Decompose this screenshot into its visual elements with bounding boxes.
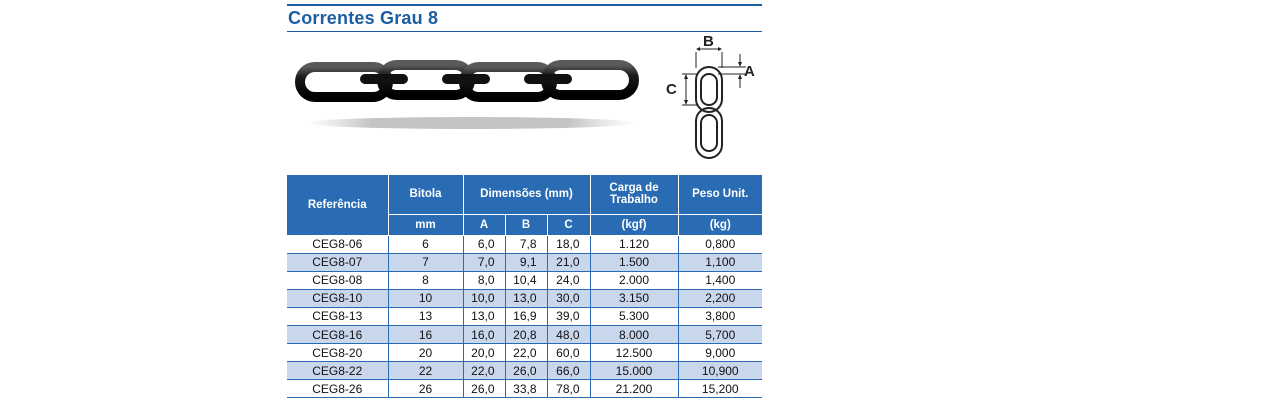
cell-ref: CEG8-20 [287,344,388,362]
cell-b: 33,8 [505,380,547,398]
cell-carga: 8.000 [590,325,678,343]
cell-ref: CEG8-07 [287,253,388,271]
table-row [287,289,762,307]
cell-a: 7,0 [463,253,505,271]
cell-bitola: 13 [388,307,463,325]
cell-ref: CEG8-22 [287,362,388,380]
cell-b: 26,0 [505,362,547,380]
cell-bitola: 20 [388,344,463,362]
cell-peso: 3,800 [678,307,762,325]
header-dim-a: A [463,214,505,235]
cell-ref: CEG8-26 [287,380,388,398]
cell-peso: 1,100 [678,253,762,271]
chain-spec-table [287,175,762,398]
cell-c: 60,0 [547,344,590,362]
cell-a: 22,0 [463,362,505,380]
header-referencia: Referência [287,175,388,235]
cell-carga: 2.000 [590,271,678,289]
header-bitola-unit: mm [388,214,463,235]
cell-c: 66,0 [547,362,590,380]
cell-c: 78,0 [547,380,590,398]
cell-bitola: 16 [388,325,463,343]
link-dimension-diagram [662,32,772,167]
cell-ref: CEG8-13 [287,307,388,325]
cell-b: 22,0 [505,344,547,362]
cell-a: 20,0 [463,344,505,362]
cell-b: 7,8 [505,235,547,253]
cell-b: 16,9 [505,307,547,325]
header-dim-b: B [505,214,547,235]
table-row [287,307,762,325]
table-row [287,235,762,253]
dim-label-a: A [744,63,755,80]
cell-bitola: 8 [388,271,463,289]
cell-a: 26,0 [463,380,505,398]
dim-label-b: B [703,33,714,50]
cell-a: 16,0 [463,325,505,343]
cell-bitola: 22 [388,362,463,380]
cell-a: 13,0 [463,307,505,325]
cell-peso: 1,400 [678,271,762,289]
cell-peso: 2,200 [678,289,762,307]
cell-carga: 12.500 [590,344,678,362]
chain-image [290,50,660,140]
cell-bitola: 10 [388,289,463,307]
table-row [287,325,762,343]
table-row [287,271,762,289]
header-dimensoes: Dimensões (mm) [463,175,590,214]
cell-c: 30,0 [547,289,590,307]
cell-b: 9,1 [505,253,547,271]
cell-a: 8,0 [463,271,505,289]
cell-ref: CEG8-08 [287,271,388,289]
cell-carga: 15.000 [590,362,678,380]
cell-carga: 1.120 [590,235,678,253]
header-peso-unit: (kg) [678,214,762,235]
cell-carga: 1.500 [590,253,678,271]
table-row [287,344,762,362]
cell-carga: 21.200 [590,380,678,398]
header-bitola: Bitola [388,175,463,214]
top-rule [287,4,762,6]
cell-c: 24,0 [547,271,590,289]
cell-bitola: 26 [388,380,463,398]
cell-bitola: 6 [388,235,463,253]
cell-b: 20,8 [505,325,547,343]
cell-carga: 5.300 [590,307,678,325]
cell-peso: 9,000 [678,344,762,362]
cell-ref: CEG8-10 [287,289,388,307]
cell-c: 48,0 [547,325,590,343]
cell-c: 21,0 [547,253,590,271]
cell-ref: CEG8-06 [287,235,388,253]
cell-peso: 5,700 [678,325,762,343]
cell-a: 10,0 [463,289,505,307]
header-peso: Peso Unit. [678,175,762,214]
header-dim-c: C [547,214,590,235]
cell-peso: 0,800 [678,235,762,253]
page-title: Correntes Grau 8 [288,8,439,28]
table-row [287,380,762,398]
cell-b: 10,4 [505,271,547,289]
header-carga-unit: (kgf) [590,214,678,235]
cell-bitola: 7 [388,253,463,271]
cell-peso: 15,200 [678,380,762,398]
cell-a: 6,0 [463,235,505,253]
cell-b: 13,0 [505,289,547,307]
header-carga: Carga de Trabalho [590,175,678,214]
cell-ref: CEG8-16 [287,325,388,343]
cell-carga: 3.150 [590,289,678,307]
table-row [287,362,762,380]
dim-label-c: C [666,81,677,98]
cell-peso: 10,900 [678,362,762,380]
table-row [287,253,762,271]
cell-c: 18,0 [547,235,590,253]
cell-c: 39,0 [547,307,590,325]
